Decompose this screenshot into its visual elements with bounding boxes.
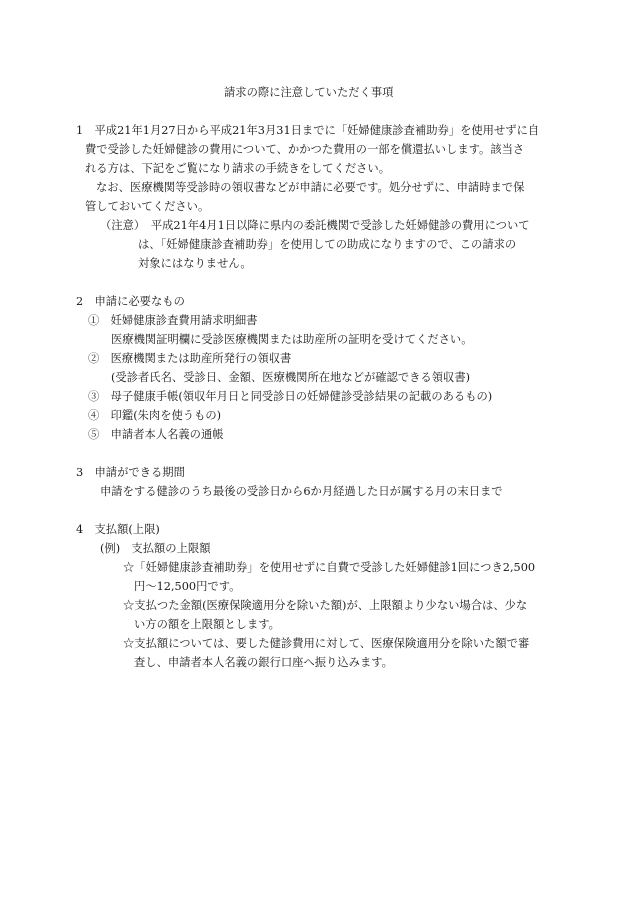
note-line-1: （注意） 平成21年4月1日以降に県内の委託機関で受診した妊婦健診の費用について bbox=[100, 219, 530, 232]
section-2-heading: 2 申請に必要なもの bbox=[76, 295, 185, 308]
section-1-line-4: なお、医療機関等受診時の領収書などが申請に必要です。処分せずに、申請時まで保 bbox=[96, 181, 525, 194]
section-4-heading: 4 支払額(上限) bbox=[76, 523, 160, 536]
section-3-text: 申請をする健診のうち最後の受診日から6か月経過した日が属する月の末日まで bbox=[100, 485, 503, 498]
section-1-line-5: 管しておいてください。 bbox=[85, 200, 210, 213]
section-4-example: (例) 支払額の上限額 bbox=[100, 542, 211, 555]
requirement-item-2: ② 医療機関または助産所発行の領収書 bbox=[88, 352, 292, 365]
payment-note-3-line-1: ☆支払額については、要した健診費用に対して、医療保険適用分を除いた額で審 bbox=[123, 637, 530, 650]
requirement-item-4: ④ 印鑑(朱肉を使うもの) bbox=[88, 409, 222, 422]
requirement-item-1-note: 医療機関証明欄に受診医療機関または助産所の証明を受けてください。 bbox=[111, 333, 473, 346]
document-title: 請求の際に注意していただく事項 bbox=[224, 86, 394, 99]
section-1-line-1: 1 平成21年1月27日から平成21年3月31日までに「妊婦健康診査補助券」を使用せずに自 bbox=[76, 124, 540, 137]
payment-note-2-line-1: ☆支払つた金額(医療保険適用分を除いた額)が、上限額より少ない場合は、少な bbox=[123, 599, 528, 612]
payment-note-1-line-2: 円～12,500円です。 bbox=[134, 580, 241, 593]
requirement-item-2-note: (受診者氏名、受診日、金額、医療機関所在地などが確認できる領収書) bbox=[111, 371, 471, 384]
requirement-item-5: ⑤ 申請者本人名義の通帳 bbox=[88, 428, 224, 441]
requirement-item-3: ③ 母子健康手帳(領収年月日と同受診日の妊婦健診受診結果の記載のあるもの) bbox=[88, 390, 493, 403]
payment-note-1-line-1: ☆「妊婦健康診査補助券」を使用せずに自費で受診した妊婦健診1回につき2,500 bbox=[123, 561, 536, 574]
note-line-3: 対象にはなりません。 bbox=[138, 257, 252, 270]
section-1-line-3: れる方は、下記をご覧になり請求の手続きをしてください。 bbox=[85, 162, 391, 175]
note-line-2: は、「妊婦健康診査補助券」を使用しての助成になりますので、この請求の bbox=[138, 238, 517, 251]
requirement-item-1: ① 妊婦健康診査費用請求明細書 bbox=[88, 314, 258, 327]
section-1-line-2: 費で受診した妊婦健診の費用について、かかつた費用の一部を償還払いします。該当さ bbox=[85, 143, 525, 156]
payment-note-3-line-2: 査し、申請者本人名義の銀行口座へ振り込みます。 bbox=[134, 656, 393, 669]
section-3-heading: 3 申請ができる期間 bbox=[76, 466, 185, 479]
payment-note-2-line-2: い方の額を上限額とします。 bbox=[134, 618, 280, 631]
